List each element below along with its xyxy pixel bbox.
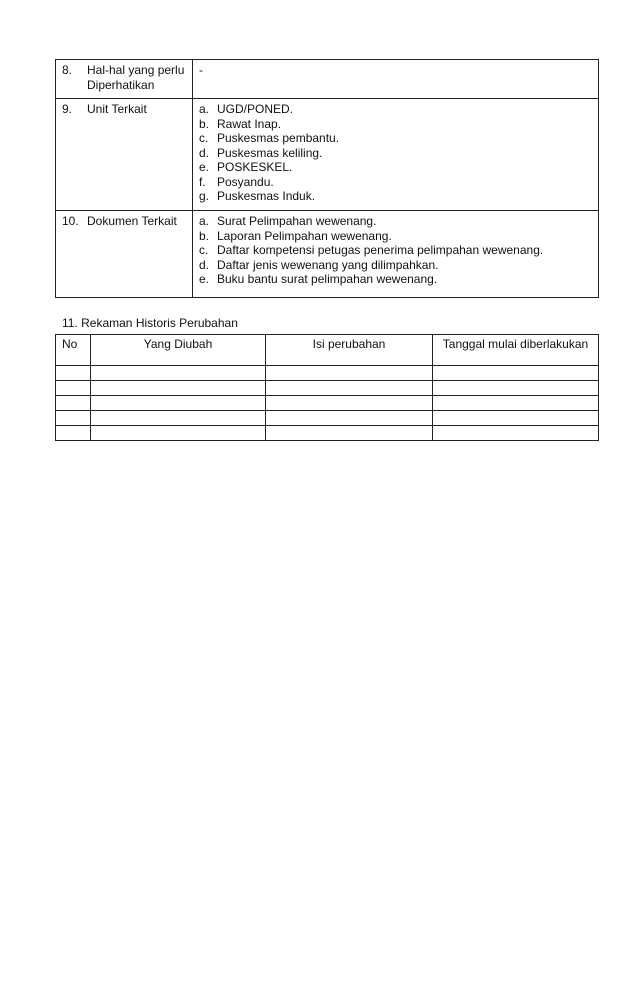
document-list [199,214,592,287]
list-item [199,131,592,146]
table-row [56,396,599,411]
sop-info-table [55,59,599,298]
list-item [199,214,592,229]
header-yang-diubah: Yang Diubah [91,335,266,366]
row-value-cell [193,211,599,298]
list-item [199,258,592,273]
list-item [199,117,592,132]
table-cell [56,411,91,426]
table-cell [433,366,599,381]
history-section-title: 11. Rekaman Historis Perubahan [62,316,238,330]
list-text: Posyandu. [217,174,274,189]
list-letter: b. [199,116,210,131]
row-label-cell [56,211,193,298]
list-text: Daftar kompetensi petugas penerima pelimpahan wewenang. [217,243,544,257]
list-text: Laporan Pelimpahan wewenang. [217,228,392,243]
list-item [199,229,592,244]
list-item [199,160,592,175]
unit-list [199,102,592,204]
history-body [56,366,599,441]
list-letter: c. [199,131,209,145]
list-text: Puskesmas Induk. [217,189,316,203]
table-cell [266,381,433,396]
list-item [199,102,592,117]
list-item [199,272,592,287]
table-cell [56,396,91,411]
list-text: Surat Pelimpahan wewenang. [217,214,377,228]
table-cell [56,366,91,381]
history-table [55,334,599,441]
row-label: Unit Terkait [87,102,147,116]
list-item [199,243,592,258]
row-dokumen-terkait [56,211,599,298]
table-cell [266,411,433,426]
header-tanggal-mulai: Tanggal mulai diberlakukan [433,335,599,366]
table-row [56,426,599,441]
list-letter: b. [199,228,210,243]
row-label-cell [56,60,193,99]
list-letter: d. [199,257,210,272]
list-letter: a. [199,102,210,116]
list-text: Puskesmas pembantu. [217,131,340,145]
list-text: UGD/PONED. [217,102,294,116]
table-cell [56,381,91,396]
row-label: Dokumen Terkait [87,214,177,228]
list-text: Rawat Inap. [217,116,282,131]
row-number: 8. [62,63,73,77]
list-letter: e. [199,160,210,174]
table-cell [433,426,599,441]
row-hal-hal [56,60,599,99]
table-row [56,366,599,381]
list-letter: d. [199,145,210,160]
table-cell [266,426,433,441]
list-text: Puskesmas keliling. [217,145,323,160]
row-value: - [199,63,203,77]
header-no: No [56,335,91,366]
list-text: Buku bantu surat pelimpahan wewenang. [217,272,438,286]
header-isi-perubahan: Isi perubahan [266,335,433,366]
table-cell [266,366,433,381]
row-label-cell [56,99,193,211]
list-letter: a. [199,214,210,228]
table-cell [91,426,266,441]
table-cell [433,396,599,411]
row-number: 9. [62,102,73,116]
list-letter: c. [199,243,209,257]
row-label: Hal-hal yang perlu Diperhatikan [87,63,185,92]
list-letter: f. [199,174,206,189]
table-cell [91,366,266,381]
table-cell [91,396,266,411]
list-item [199,189,592,204]
row-number: 10. [62,214,79,228]
row-value-cell [193,99,599,211]
list-letter: e. [199,272,210,286]
row-unit-terkait [56,99,599,211]
history-header-row [56,335,599,366]
table-cell [433,411,599,426]
list-text: Daftar jenis wewenang yang dilimpahkan. [217,257,439,272]
table-cell [266,396,433,411]
table-cell [91,411,266,426]
list-letter: g. [199,189,210,203]
list-item [199,175,592,190]
table-cell [56,426,91,441]
table-cell [433,381,599,396]
table-row [56,411,599,426]
table-row [56,381,599,396]
list-text: POSKESKEL. [217,160,293,174]
row-value-cell [193,60,599,99]
table-cell [91,381,266,396]
list-item [199,146,592,161]
